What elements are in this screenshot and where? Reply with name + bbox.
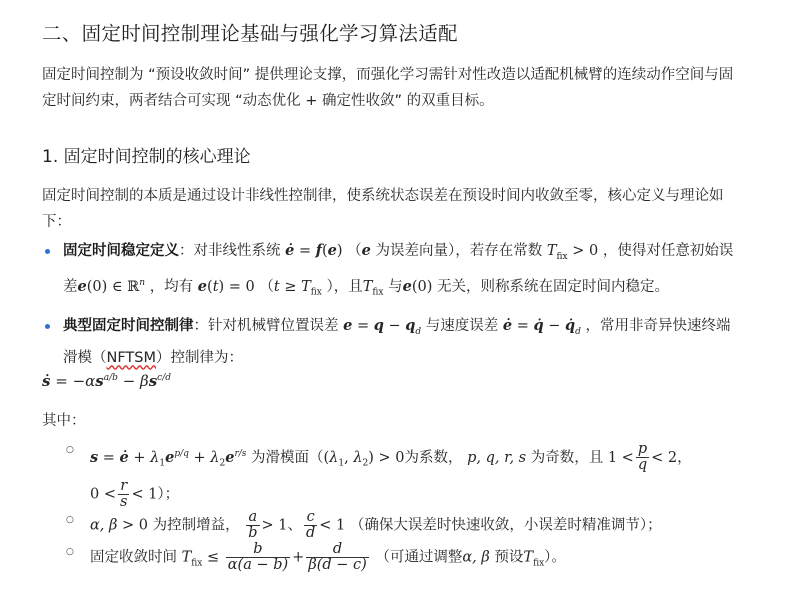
lead-paragraph: 固定时间控制的本质是通过设计非线性控制律，使系统状态误差在预设时间内收敛至零，核心定义与理论如下： <box>42 188 724 230</box>
section-title: 二、固定时间控制理论基础与强化学习算法适配 <box>42 22 458 45</box>
acronym-nftsm: NFTSM <box>106 349 157 366</box>
intro-paragraph: 固定时间控制为 “预设收敛时间” 提供理论支撑，而强化学习需针对性改造以适配机械臂的连续动作空间与固定时间约束，两者结合可实现 “动态优化 + 确定性收敛” 的双重目标。 <box>42 67 734 109</box>
where-label: 其中： <box>42 413 86 429</box>
list-item: 固定时间稳定定义：对非线性系统 ė = f(e) （e 为误差向量），若存在常数 $T_{fix} > 0$ ，使得对任意初始误差e(0) ∈ ℝ$^n$ ，均有 e(t) = 0 （$t \ge T_{fix}$ ），且$T_{fix}$ 与e(0) 无关，则称系统在固定时间内稳定。 <box>42 238 742 306</box>
list-item: ○ s = ė + $\lambda_1e^{p/q} + \lambda_2e^{r/s}$ 为滑模面（($\lambda_1$, $\lambda_2) > 0$为系数， p, q, r, s 为奇数，且 1 < $\frac{p}{q}$ < 2， 0 < $\frac{r}{s}$ < 1）； <box>66 440 746 510</box>
parameter-list <box>66 440 746 578</box>
list-item: 典型固定时间控制律：针对机械臂位置误差 $e = q - q_d$ 与速度误差 ė = q̇ − $q̇_d$ ，常用非奇异快速终端滑模（NFTSM）控制律为： <box>42 313 742 371</box>
control-law-equation: ṡ = $-\alpha s^{a/b} - \beta s^{c/d}$ <box>42 372 172 390</box>
list-item: ○ α, β > 0 为控制增益， $\frac{a}{b}$ > 1、 $\frac{c}{d}$ < 1 （确保大误差时快速收敛，小误差时精准调节）； <box>66 510 746 541</box>
list-item: ○ 固定收敛时间 $T_{fix}$ ≤ $\frac{b}{\alpha(a - b)}$ + $\frac{d}{\beta(d - c)}$ （可通过调整α, β 预设$T_{fix}$）。 <box>66 542 746 579</box>
subsection-title: 1. 固定时间控制的核心理论 <box>42 147 251 167</box>
term-fixed-time-stability: 固定时间稳定定义 <box>63 243 179 259</box>
definition-list <box>42 238 742 378</box>
term-control-law: 典型固定时间控制律 <box>63 317 194 334</box>
